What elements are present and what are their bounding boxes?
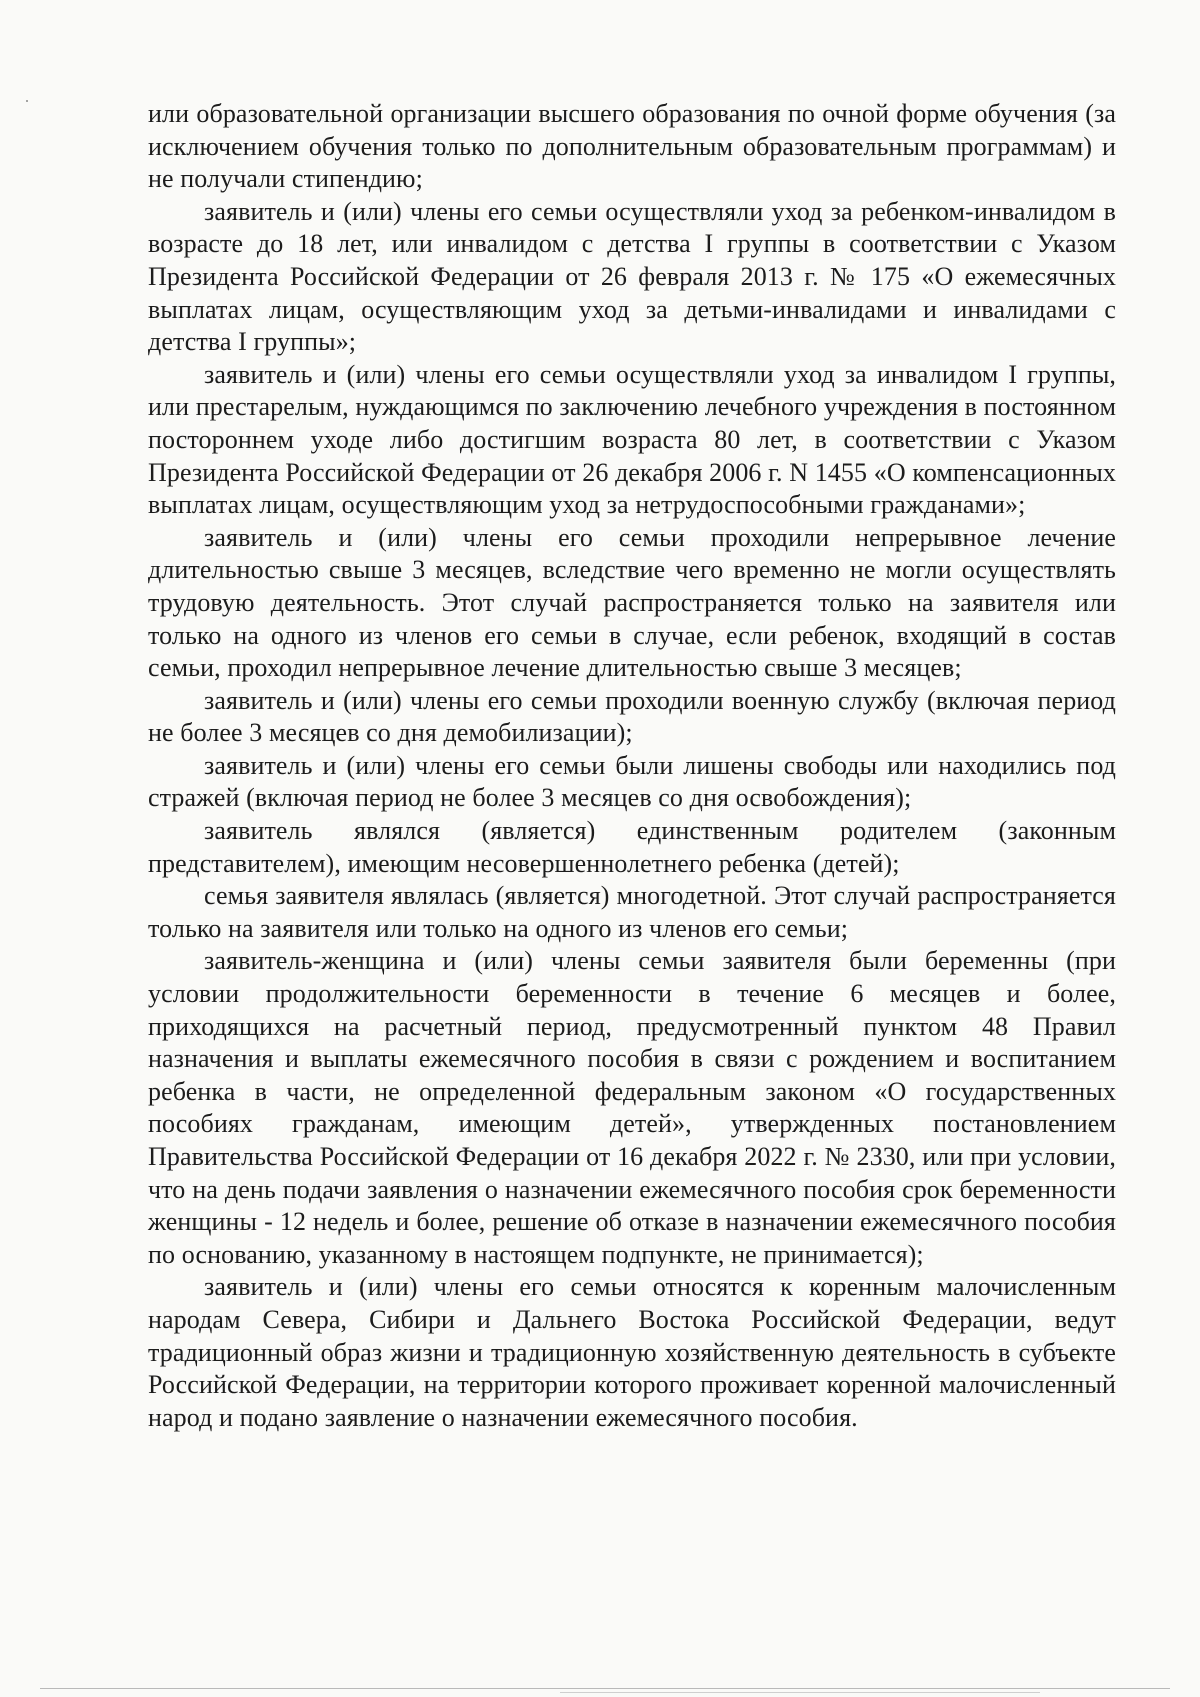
paragraph-disabled-adult-care: заявитель и (или) члены его семьи осуществляли уход за инвалидом I группы, или престарелым, нуждающимся по заключению лечебного учреждения в постоянном постороннем уходе либо достигшим возраста 80 лет, в соответствии с Указом Президента Российской Федерации от 26 декабря 2006 г. N 1455 «О компенсационных выплатах лицам, осуществляющим уход за нетрудоспособными гражданами»;	[148, 359, 1116, 520]
scan-speck	[26, 100, 28, 102]
paragraph-pregnancy: заявитель-женщина и (или) члены семьи заявителя были беременны (при условии продолжительности беременности в течение 6 месяцев и более, приходящихся на расчетный период, предусмотренный пунктом 48 Правил назначения и выплаты ежемесячного пособия в связи с рождением и воспитанием ребенка в части, не определенной федеральным законом «О государственных пособиях гражданам, имеющим детей», утвержденных постановлением Правительства Российской Федерации от 16 декабря 2022 г. № 2330, или при условии, что на день подачи заявления о назначении ежемесячного пособия срок беременности женщины - 12 недель и более, решение об отказе в назначении ежемесячного пособия по основанию, указанному в настоящем подпункте, не принимается);	[148, 946, 1116, 1269]
paragraph-single-parent: заявитель являлся (является) единственным родителем (законным представителем), имеющим несовершеннолетнего ребенка (детей);	[148, 816, 1116, 878]
paragraph-imprisonment: заявитель и (или) члены его семьи были лишены свободы или находились под стражей (включая период не более 3 месяцев со дня освобождения);	[148, 750, 1116, 813]
paragraph-military-service: заявитель и (или) члены его семьи проходили военную службу (включая период не более 3 месяцев со дня демобилизации);	[148, 685, 1116, 748]
paragraph-disabled-child-care: заявитель и (или) члены его семьи осуществляли уход за ребенком-инвалидом в возрасте до 18 лет, или инвалидом с детства I группы в соответствии с Указом Президента Российской Федерации от 26 февраля 2013 г. № 175 «О ежемесячных выплатах лицам, осуществляющим уход за детьми-инвалидами и инвалидами с детства I группы»;	[148, 196, 1116, 357]
document-body	[148, 98, 1116, 1434]
paragraph-continuation: или образовательной организации высшего образования по очной форме обучения (за исключением обучения только по дополнительным образовательным программам) и не получали стипендию;	[148, 99, 1116, 194]
paragraph-medical-treatment: заявитель и (или) члены его семьи проходили непрерывное лечение длительностью свыше 3 месяцев, вследствие чего временно не могли осуществлять трудовую деятельность. Этот случай распространяется только на заявителя или только на одного из членов его семьи в случае, если ребенок, входящий в состав семьи, проходил непрерывное лечение длительностью свыше 3 месяцев;	[148, 522, 1116, 683]
paragraph-indigenous-peoples: заявитель и (или) члены его семьи относятся к коренным малочисленным народам Севера, Сибири и Дальнего Востока Российской Федерации, ведут традиционный образ жизни и традиционную хозяйственную деятельность в субъекте Российской Федерации, на территории которого проживает коренной малочисленный народ и подано заявление о назначении ежемесячного пособия.	[148, 1272, 1116, 1432]
paragraph-large-family: семья заявителя являлась (является) многодетной. Этот случай распространяется только на заявителя или только на одного из членов его семьи;	[148, 881, 1116, 943]
scan-bottom-edge-shadow	[560, 1692, 1040, 1693]
scan-bottom-edge	[40, 1688, 1170, 1689]
